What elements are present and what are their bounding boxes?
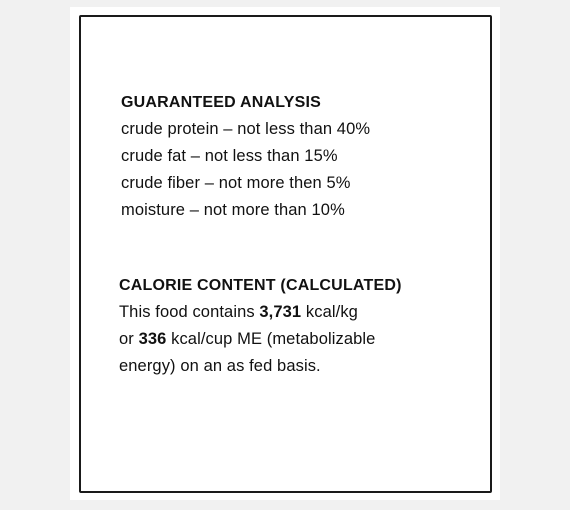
- analysis-item-crude-protein: crude protein – not less than 40%: [121, 120, 371, 138]
- calorie-line-cup: [119, 326, 402, 353]
- analysis-item-moisture: moisture – not more than 10%: [121, 201, 345, 219]
- nutrition-label-box: [79, 15, 492, 493]
- guaranteed-analysis-section: [121, 89, 370, 224]
- calorie-line-kg: [119, 299, 402, 326]
- calorie-line-kg-prefix: This food contains: [119, 303, 260, 321]
- kcal-per-cup-value: 336: [138, 330, 167, 348]
- calorie-line-kg-suffix: kcal/kg: [301, 303, 358, 321]
- analysis-item-crude-fiber: crude fiber – not more then 5%: [121, 174, 351, 192]
- calorie-content-section: [119, 272, 402, 380]
- calorie-content-heading: CALORIE CONTENT (CALCULATED): [119, 277, 402, 294]
- kcal-per-kg-value: 3,731: [259, 303, 302, 321]
- analysis-item-crude-fat: crude fat – not less than 15%: [121, 147, 338, 165]
- calorie-line-cup-suffix: kcal/cup ME (metabolizable: [166, 330, 376, 348]
- calorie-line-basis: energy) on an as fed basis.: [119, 357, 321, 375]
- guaranteed-analysis-heading: GUARANTEED ANALYSIS: [121, 94, 321, 111]
- calorie-line-cup-prefix: or: [119, 330, 139, 348]
